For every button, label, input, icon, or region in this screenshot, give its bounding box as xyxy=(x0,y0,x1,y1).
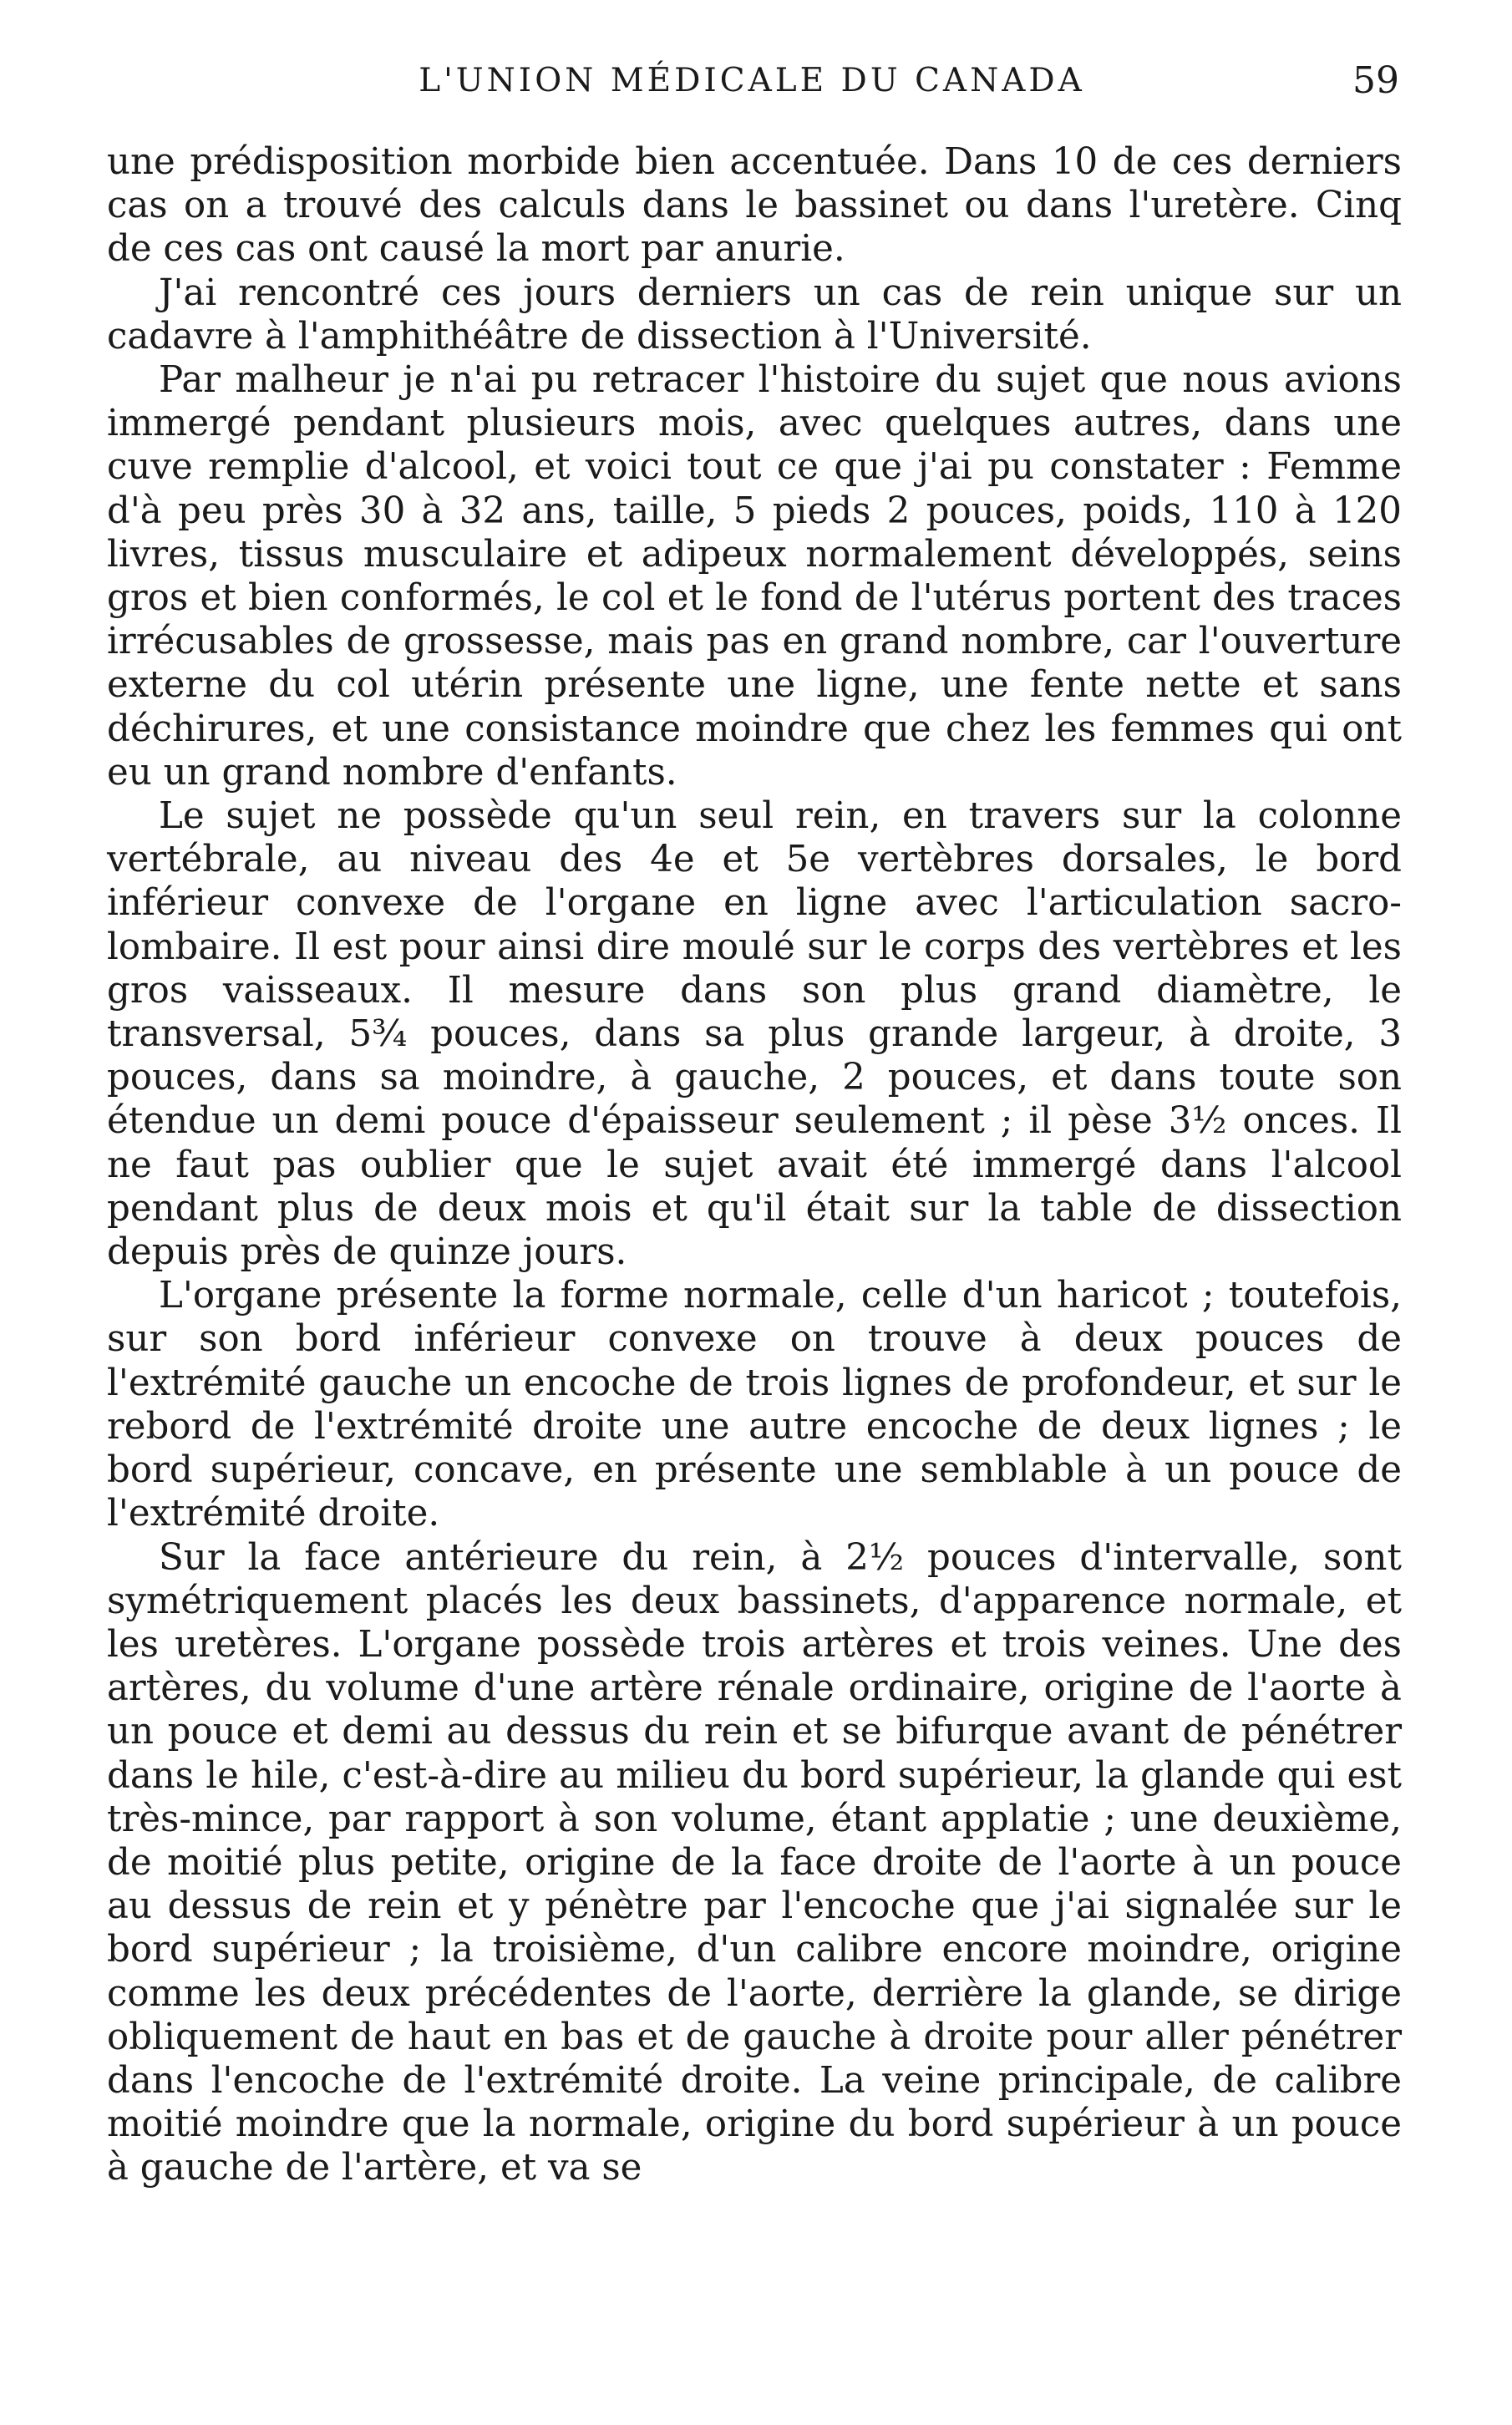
article-body xyxy=(107,140,1402,2190)
paragraph: L'organe présente la forme normale, celle d'un haricot ; toutefois, sur son bord inférieur convexe on trouve à deux pouces de l'extrémité gauche un encoche de trois lignes de profondeur, et sur le rebord de l'extrémité droite une autre encoche de deux lignes ; le bord supérieur, concave, en présente une semblable à un pouce de l'extrémité droite. xyxy=(107,1275,1402,1535)
paragraph: une prédisposition morbide bien accentuée. Dans 10 de ces derniers cas on a trouvé des calculs dans le bassinet ou dans l'uretère. Cinq de ces cas ont causé la mort par anurie. xyxy=(107,141,1402,271)
paragraph: Par malheur je n'ai pu retracer l'histoire du sujet que nous avions immergé pendant plusieurs mois, avec quelques autres, dans une cuve remplie d'alcool, et voici tout ce que j'ai pu constater : Femme d'à peu près 30 à 32 ans, taille, 5 pieds 2 pouces, poids, 110 à 120 livres, tissus musculaire et adipeux normalement développés, seins gros et bien conformés, le col et le fond de l'utérus portent des traces irrécusables de grossesse, mais pas en grand nombre, car l'ouverture externe du col utérin présente une ligne, une fente nette et sans déchirures, et une consistance moindre que chez les femmes qui ont eu un grand nombre d'enfants. xyxy=(107,359,1402,794)
page-number: 59 xyxy=(1352,59,1399,102)
paragraph: Le sujet ne possède qu'un seul rein, en travers sur la colonne vertébrale, au niveau des 4e et 5e vertèbres dorsales, le bord inférieur convexe de l'organe en ligne avec l'articulation sacro-lombaire. Il est pour ainsi dire moulé sur le corps des vertèbres et les gros vaisseaux. Il mesure dans son plus grand diamètre, le transversal, 5¾ pouces, dans sa plus grande largeur, à droite, 3 pouces, dans sa moindre, à gauche, 2 pouces, et dans toute son étendue un demi pouce d'épaisseur seulement ; il pèse 3½ onces. Il ne faut pas oublier que le sujet avait été immergé dans l'alcool pendant plus de deux mois et qu'il était sur la table de dissection depuis près de quinze jours. xyxy=(107,795,1402,1274)
running-title: L'UNION MÉDICALE DU CANADA xyxy=(419,62,1085,99)
running-head xyxy=(104,52,1399,110)
paragraph: J'ai rencontré ces jours derniers un cas de rein unique sur un cadavre à l'amphithéâtre de dissection à l'Université. xyxy=(107,271,1402,358)
paragraph: Sur la face antérieure du rein, à 2½ pouces d'intervalle, sont symétriquement placés les deux bassinets, d'apparence normale, et les uretères. L'organe possède trois artères et trois veines. Une des artères, du volume d'une artère rénale ordinaire, origine de l'aorte à un pouce et demi au dessus du rein et se bifurque avant de pénétrer dans le hile, c'est-à-dire au milieu du bord supérieur, la glande qui est très-mince, par rapport à son volume, étant applatie ; une deuxième, de moitié plus petite, origine de la face droite de l'aorte à un pouce au dessus de rein et y pénètre par l'encoche que j'ai signalée sur le bord supérieur ; la troisième, d'un calibre encore moindre, origine comme les deux précédentes de l'aorte, derrière la glande, se dirige obliquement de haut en bas et de gauche à droite pour aller pénétrer dans l'encoche de l'extrémité droite. La veine principale, de calibre moitié moindre que la normale, origine du bord supérieur à un pouce à gauche de l'artère, et va se xyxy=(107,1536,1402,2189)
